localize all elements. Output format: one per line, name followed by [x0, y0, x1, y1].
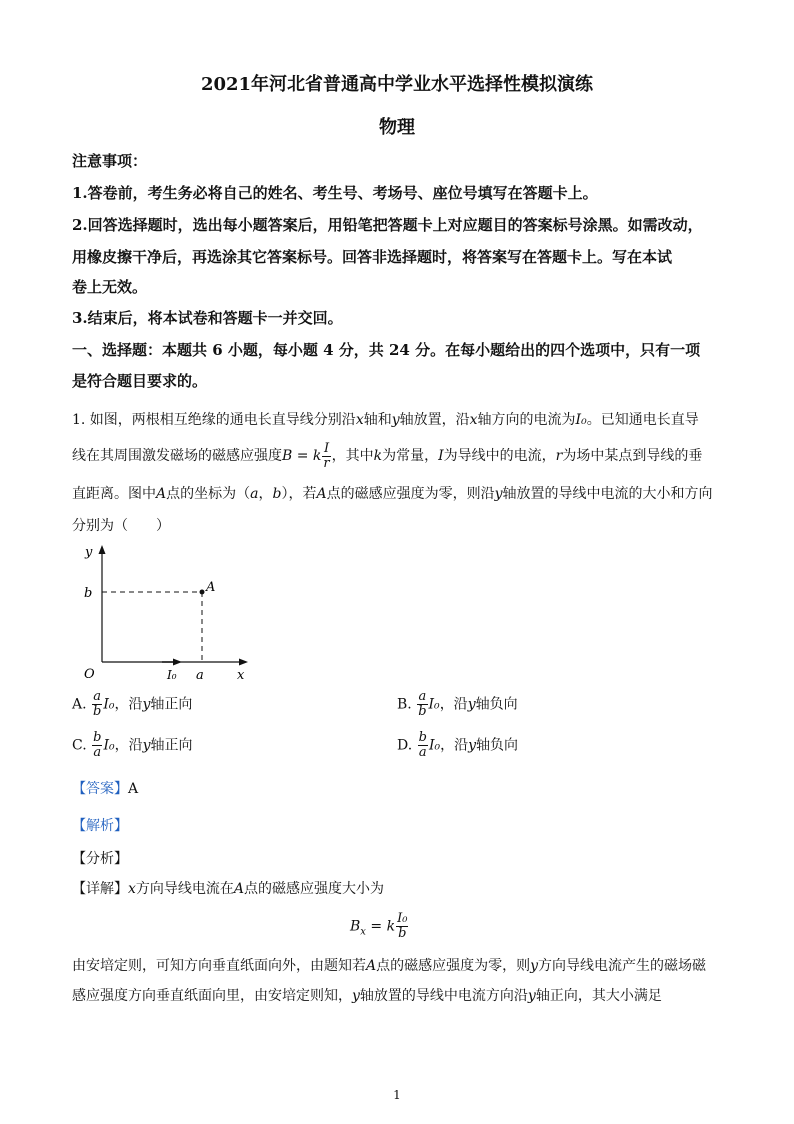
y-axis-label: y: [85, 545, 93, 560]
x-axis-arrow-icon: [239, 659, 248, 666]
question-line-1: 1. 如图，两根相互绝缘的通电长直导线分别沿x轴和y轴放置，沿x轴方向的电流为I₀。已知通电长直导: [72, 412, 699, 428]
answer-tag: 【答案】: [72, 781, 128, 797]
detail-line-1: 【详解】x方向导线电流在A点的磁感应强度大小为: [72, 881, 385, 897]
coordinate-figure: [70, 540, 260, 685]
point-label: A: [206, 580, 216, 595]
point-a: [200, 590, 205, 595]
detail-line-3: 感应强度方向垂直纸面向里，由安培定则知，y轴放置的导线中电流方向沿y轴正向，其大小满足: [72, 988, 662, 1004]
fenxi-tag: 【分析】: [72, 851, 128, 867]
notice-item-2: 2.回答选择题时，选出每小题答案后，用铅笔把答题卡上对应题目的答案标号涂黑。如需改动，: [72, 216, 703, 234]
origin-label: O: [84, 667, 95, 682]
section-heading-cont: 是符合题目要求的。: [72, 372, 208, 390]
question-line-2: 线在其周围激发磁场的磁感应强度B = k $\frac{I}{r}$ ，其中k为常量，I为导线中的电流，r为场中某点到导线的垂: [72, 440, 703, 471]
option-a: A. $\frac{a}{b}$ I₀，沿y轴正向: [72, 689, 193, 719]
notice-item-2-end: 卷上无效。: [72, 278, 148, 296]
fraction-i-over-r: $\frac{I}{r}$: [323, 440, 330, 471]
x-axis-label: x: [237, 668, 245, 683]
exam-title: 2021年河北省普通高中学业水平选择性模拟演练: [200, 74, 594, 95]
notice-heading: 注意事项：: [72, 152, 148, 170]
option-c: C. $\frac{b}{a}$ I₀，沿y轴正向: [72, 730, 193, 760]
question-line-4: 分别为（ ）: [72, 518, 170, 534]
equation-bx: $B_x = k$ $\frac{\text{I₀}}{b}$: [350, 911, 408, 941]
answer-line: [72, 773, 732, 806]
answer-value: A: [128, 781, 139, 797]
notice-item-1: 1.答卷前，考生务必将自己的姓名、考生号、考场号、座位号填写在答题卡上。: [72, 184, 598, 202]
page-number: 1: [393, 1088, 401, 1102]
y-axis-arrow-icon: [99, 545, 106, 554]
subject-title: 物理: [379, 117, 415, 138]
a-tick-label: a: [196, 668, 204, 683]
current-label: I₀: [167, 668, 177, 682]
analysis-tag: 【解析】: [72, 818, 128, 834]
b-tick-label: b: [84, 586, 93, 601]
option-b: B. $\frac{a}{b}$ I₀，沿y轴负向: [397, 689, 518, 719]
question-line-3: 直距离。图中A点的坐标为（a，b），若A点的磁感应强度为零，则沿y轴放置的导线中电流的大小和方向: [72, 486, 713, 502]
detail-line-2: 由安培定则，可知方向垂直纸面向外，由题知若A点的磁感应强度为零，则y方向导线电流产生的磁场磁: [72, 958, 707, 974]
section-heading: 一、选择题：本题共 6 小题，每小题 4 分，共 24 分。在每小题给出的四个选项中，只有一项: [72, 341, 701, 359]
option-d: D. $\frac{b}{a}$ I₀，沿y轴负向: [397, 730, 519, 760]
notice-item-3: 3.结束后，将本试卷和答题卡一并交回。: [72, 309, 343, 327]
current-arrow-icon: [173, 659, 182, 666]
notice-item-2-cont: 用橡皮擦干净后，再选涂其它答案标号。回答非选择题时，将答案写在答题卡上。写在本试: [72, 248, 673, 266]
